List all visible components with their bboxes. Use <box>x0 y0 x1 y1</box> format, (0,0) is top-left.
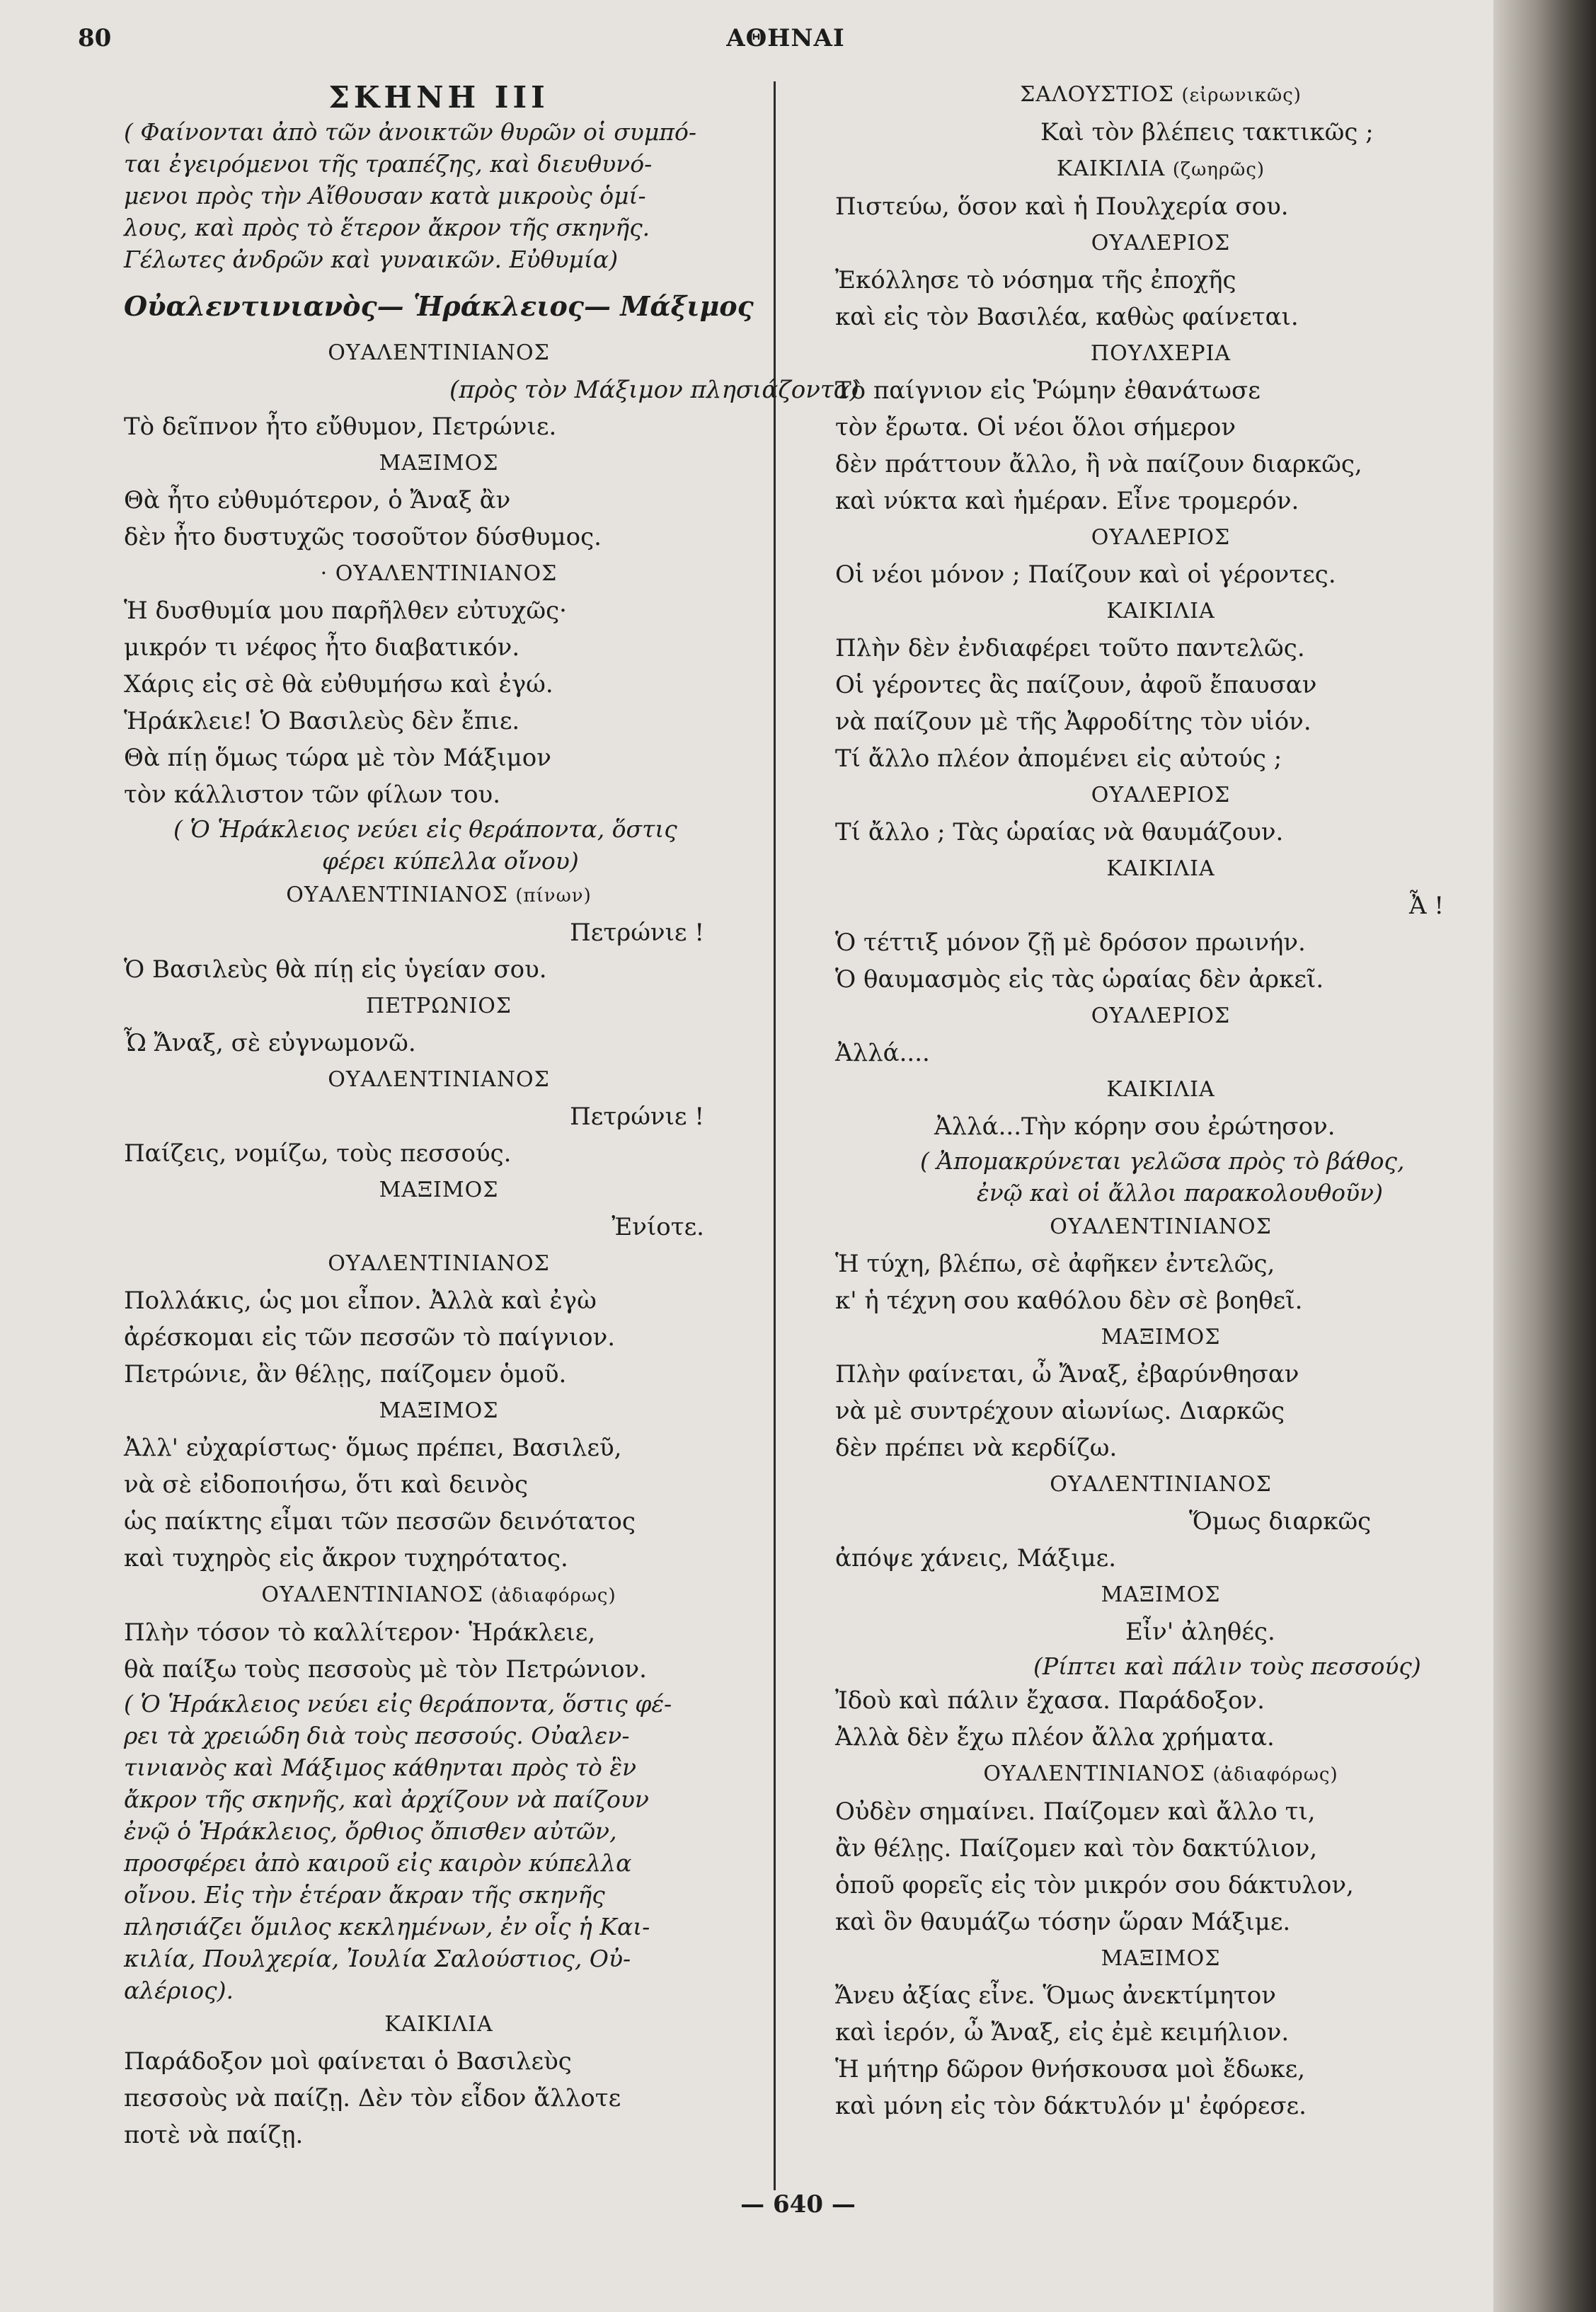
speaker-tag: (εἰρωνικῶς) <box>1181 85 1302 106</box>
stage-direction-line: προσφέρει ἀπὸ καιροῦ εἰς καιρὸν κύπελλα <box>124 1849 632 1877</box>
verse-line: ὁποῦ φορεῖς εἰς τὸν μικρόν σου δάκτυλον, <box>835 1871 1354 1899</box>
verse-line: Καὶ τὸν βλέπεις τακτικῶς ; <box>1040 118 1374 146</box>
verse-line: Πολλάκις, ὡς μοι εἶπον. Ἀλλὰ καὶ ἐγὼ <box>124 1287 597 1315</box>
verse-line: καὶ εἰς τὸν Βασιλέα, καθὼς φαίνεται. <box>835 303 1299 331</box>
stage-direction-block <box>124 1688 754 2006</box>
verse-line: μικρόν τι νέφος ἦτο διαβατικόν. <box>124 633 520 662</box>
verse-line: καὶ ἱερόν, ὦ Ἄναξ, εἰς ἐμὲ κειμήλιον. <box>835 2018 1290 2047</box>
verse-line: Εἶν' ἀληθές. <box>1125 1618 1275 1646</box>
verse-line: ἀπόψε χάνεις, Μάξιμε. <box>835 1544 1117 1572</box>
verse-line: νὰ μὲ συντρέχουν αἰωνίως. Διαρκῶς <box>835 1397 1285 1425</box>
stage-direction-line: οἴνου. Εἰς τὴν ἑτέραν ἄκραν τῆς σκηνῆς <box>124 1881 605 1909</box>
speaker-name: ΠΕΤΡΩΝΙΟΣ <box>365 994 512 1018</box>
verse-line: καὶ μόνη εἰς τὸν δάκτυλόν μ' ἐφόρεσε. <box>835 2092 1307 2120</box>
speaker-name: ΚΑΙΚΙΛΙΑ <box>1106 856 1215 881</box>
speaker-tag: (ἀδιαφόρως) <box>1212 1764 1338 1785</box>
speaker-name: ΟΥΑΛΕΡΙΟΣ <box>1091 231 1231 255</box>
stage-direction: (πρὸς τὸν Μάξιμον πλησιάζοντα) <box>449 376 859 404</box>
verse-line: Παράδοξον μοὶ φαίνεται ὁ Βασιλεὺς <box>124 2047 572 2076</box>
speaker-name: ΟΥΑΛΕΝΤΙΝΙΑΝΟΣ <box>328 340 550 365</box>
stage-direction: (Ρίπτει καὶ πάλιν τοὺς πεσσούς) <box>1033 1652 1421 1680</box>
speaker-name: ΟΥΑΛΕΝΤΙΝΙΑΝΟΣ <box>328 1067 550 1092</box>
verse-line: Ὅμως διαρκῶς <box>1189 1507 1372 1536</box>
stage-direction-line: μενοι πρὸς τὴν Αἴθουσαν κατὰ μικροὺς ὁμί- <box>124 182 646 209</box>
speaker-name: ΟΥΑΛΕΝΤΙΝΙΑΝΟΣ <box>1050 1214 1272 1239</box>
verse-line: θὰ παίξω τοὺς πεσσοὺς μὲ τὸν Πετρώνιον. <box>124 1655 647 1684</box>
stage-direction-line: λους, καὶ πρὸς τὸ ἕτερον ἄκρον τῆς σκηνῆς. <box>124 214 650 241</box>
verse-line: Θὰ πίῃ ὅμως τώρα μὲ τὸν Μάξιμον <box>124 744 551 772</box>
verse-line: Ἡ μήτηρ δῶρον θνήσκουσα μοὶ ἔδωκε, <box>835 2055 1306 2083</box>
verse-line: νὰ παίζουν μὲ τῆς Ἀφροδίτης τὸν υἱόν. <box>835 708 1311 736</box>
page-number: 80 <box>78 24 112 52</box>
speaker-name: ΟΥΑΛΕΝΤΙΝΙΑΝΟΣ (ἀδιαφόρως) <box>983 1761 1338 1786</box>
speaker-name: ΚΑΙΚΙΛΙΑ (ζωηρῶς) <box>1056 156 1265 181</box>
right-column <box>835 76 1486 2124</box>
speaker-name: ΟΥΑΛΕΡΙΟΣ <box>1091 525 1231 550</box>
stage-direction-line: Γέλωτες ἀνδρῶν καὶ γυναικῶν. Εὐθυμία) <box>124 246 619 273</box>
speaker-name: ΚΑΙΚΙΛΙΑ <box>1106 599 1215 623</box>
speaker-name: ΚΑΙΚΙΛΙΑ <box>384 2012 493 2037</box>
verse-line: Ἀλλὰ δὲν ἔχω πλέον ἄλλα χρήματα. <box>835 1723 1275 1752</box>
verse-line: Ὁ τέττιξ μόνον ζῇ μὲ δρόσον πρωινήν. <box>835 928 1306 957</box>
scene-title: ΣΚΗΝΗ ΙΙΙ <box>328 80 549 115</box>
verse-line: Ὦ Ἄναξ, σὲ εὐγνωμονῶ. <box>124 1029 416 1057</box>
verse-line: καὶ ὃν θαυμάζω τόσην ὥραν Μάξιμε. <box>835 1908 1291 1936</box>
verse-line: Ὁ Βασιλεὺς θὰ πίῃ εἰς ὑγείαν σου. <box>124 955 547 984</box>
verse-line: Ἐκόλλησε τὸ νόσημα τῆς ἐποχῆς <box>835 266 1236 294</box>
verse-line: Οὐδὲν σημαίνει. Παίζομεν καὶ ἄλλο τι, <box>835 1798 1316 1826</box>
stage-direction-line: ( Ὁ Ἡράκλειος νεύει εἰς θεράποντα, ὅστις φέ- <box>124 1690 672 1718</box>
verse-line: Παίζεις, νομίζω, τοὺς πεσσούς. <box>124 1139 512 1168</box>
speaker-tag: (ἀδιαφόρως) <box>490 1585 616 1606</box>
verse-line: Ἡ δυσθυμία μου παρῆλθεν εὐτυχῶς· <box>124 597 567 625</box>
page-header <box>78 24 1493 67</box>
verse-line: δὲν ἦτο δυστυχῶς τοσοῦτον δύσθυμος. <box>124 523 602 551</box>
stage-direction-line: ἐνῷ ὁ Ἡράκλειος, ὄρθιος ὄπισθεν αὐτῶν, <box>124 1817 617 1845</box>
speaker-name: ΟΥΑΛΕΝΤΙΝΙΑΝΟΣ <box>328 1251 550 1276</box>
verse-line: Πλὴν δὲν ἐνδιαφέρει τοῦτο παντελῶς. <box>835 634 1305 662</box>
stage-direction-line: αλέριος). <box>124 1977 234 2004</box>
speaker-name: ΜΑΞΙΜΟΣ <box>1101 1325 1221 1350</box>
stage-direction: ( Ἀπομακρύνεται γελῶσα πρὸς τὸ βάθος, <box>920 1147 1405 1175</box>
verse-line: Ἄνευ ἀξίας εἶνε. Ὅμως ἀνεκτίμητον <box>835 1982 1276 2010</box>
speaker-name: ΜΑΞΙΜΟΣ <box>379 1178 499 1202</box>
verse-line: δὲν πρέπει νὰ κερδίζω. <box>835 1434 1118 1462</box>
cast-list: Οὐαλεντινιανὸς— Ἡράκλειος— Μάξιμος <box>124 290 754 322</box>
stage-direction-line: ἄκρον τῆς σκηνῆς, καὶ ἀρχίζουν νὰ παίζουν <box>124 1785 649 1813</box>
verse-line: Ὁ θαυμασμὸς εἰς τὰς ὡραίας δὲν ἀρκεῖ. <box>835 965 1324 994</box>
speaker-tag: (πίνων) <box>515 885 592 907</box>
stage-direction-line: πλησιάζει ὅμιλος κεκλημένων, ἐν οἷς ἡ Και- <box>124 1913 650 1940</box>
verse-line: ἂν θέλῃς. Παίζομεν καὶ τὸν δακτύλιον, <box>835 1834 1318 1863</box>
left-column <box>124 76 859 2153</box>
verse-line: δὲν πράττουν ἄλλο, ἢ νὰ παίζουν διαρκῶς, <box>835 450 1362 478</box>
verse-line: Τί ἄλλο πλέον ἀπομένει εἰς αὐτούς ; <box>835 744 1282 773</box>
speaker-tag: (ζωηρῶς) <box>1172 159 1265 180</box>
verse-line: Πλὴν φαίνεται, ὦ Ἄναξ, ἐβαρύνθησαν <box>835 1360 1299 1388</box>
verse-line: Ἡ τύχη, βλέπω, σὲ ἀφῆκεν ἐντελῶς, <box>835 1250 1275 1278</box>
page-edge-shadow <box>1493 0 1596 2312</box>
verse-line: Πετρώνιε, ἂν θέλῃς, παίζομεν ὁμοῦ. <box>124 1360 567 1388</box>
verse-line: Πετρώνιε ! <box>570 919 704 947</box>
speaker-name: ΜΑΞΙΜΟΣ <box>1101 1582 1221 1607</box>
verse-line: ποτὲ νὰ παίζῃ. <box>124 2121 304 2149</box>
verse-line: Οἱ γέροντες ἂς παίζουν, ἀφοῦ ἔπαυσαν <box>835 671 1317 699</box>
verse-line: Τί ἄλλο ; Τὰς ὡραίας νὰ θαυμάζουν. <box>835 818 1284 846</box>
verse-line: Τὸ παίγνιον εἰς Ῥώμην ἐθανάτωσε <box>835 376 1261 405</box>
speaker-name: ΜΑΞΙΜΟΣ <box>1101 1946 1221 1971</box>
verse-line: Ἰδοὺ καὶ πάλιν ἔχασα. Παράδοξον. <box>835 1686 1265 1715</box>
stage-direction: ( Ὁ Ἡράκλειος νεύει εἰς θεράποντα, ὅστις <box>173 815 677 843</box>
verse-line: Πλὴν τόσον τὸ καλλίτερον· Ἡράκλειε, <box>124 1618 596 1647</box>
verse-line: Ἀλλ' εὐχαρίστως· ὅμως πρέπει, Βασιλεῦ, <box>124 1434 622 1462</box>
stage-direction: ἐνῷ καὶ οἱ ἄλλοι παρακολουθοῦν) <box>977 1179 1383 1207</box>
speaker-name: ΟΥΑΛΕΝΤΙΝΙΑΝΟΣ <box>1050 1472 1272 1497</box>
speaker-name: ΟΥΑΛΕΡΙΟΣ <box>1091 783 1231 807</box>
speaker-name: ΚΑΙΚΙΛΙΑ <box>1106 1077 1215 1102</box>
speaker-name: ΟΥΑΛΕΝΤΙΝΙΑΝΟΣ (ἀδιαφόρως) <box>261 1582 616 1607</box>
verse-line: κ' ἡ τέχνη σου καθόλου δὲν σὲ βοηθεῖ. <box>835 1287 1303 1315</box>
running-head: ΑΘΗΝΑΙ <box>726 24 845 52</box>
verse-line: Ἡράκλειε! Ὁ Βασιλεὺς δὲν ἔπιε. <box>124 707 520 735</box>
verse-line: καὶ τυχηρὸς εἰς ἄκρον τυχηρότατος. <box>124 1544 568 1572</box>
speaker-name: ΜΑΞΙΜΟΣ <box>379 451 499 476</box>
speaker-name: · ΟΥΑΛΕΝΤΙΝΙΑΝΟΣ <box>320 561 558 586</box>
verse-line: Ἆ ! <box>1408 892 1444 920</box>
page-folio: — 640 — <box>740 2190 856 2219</box>
verse-line: Χάρις εἰς σὲ θὰ εὐθυμήσω καὶ ἐγώ. <box>124 670 553 698</box>
verse-line: Τὸ δεῖπνον ἦτο εὔθυμον, Πετρώνιε. <box>124 413 557 441</box>
verse-line: πεσσοὺς νὰ παίζῃ. Δὲν τὸν εἶδον ἄλλοτε <box>124 2084 621 2112</box>
verse-line: ὡς παίκτης εἶμαι τῶν πεσσῶν δεινότατος <box>124 1507 636 1536</box>
stage-direction-line: τινιανὸς καὶ Μάξιμος κάθηνται πρὸς τὸ ἓν <box>124 1754 637 1781</box>
verse-line: Οἱ νέοι μόνον ; Παίζουν καὶ οἱ γέροντες. <box>835 560 1336 589</box>
verse-line: τὸν κάλλιστον τῶν φίλων του. <box>124 781 501 809</box>
speaker-name: ΟΥΑΛΕΡΙΟΣ <box>1091 1003 1231 1028</box>
verse-line: Θὰ ἦτο εὐθυμότερον, ὁ Ἄναξ ἂν <box>124 486 511 514</box>
verse-line: ἀρέσκομαι εἰς τῶν πεσσῶν τὸ παίγνιον. <box>124 1323 616 1352</box>
verse-line: Πιστεύω, ὅσον καὶ ἡ Πουλχερία σου. <box>835 192 1289 221</box>
verse-line: Ἀλλά...Τὴν κόρην σου ἐρώτησον. <box>934 1112 1336 1141</box>
speaker-name: ΠΟΥΛΧΕΡΙΑ <box>1090 341 1232 366</box>
verse-line: καὶ νύκτα καὶ ἡμέραν. Εἶνε τρομερόν. <box>835 487 1299 515</box>
stage-direction: φέρει κύπελλα οἴνου) <box>322 847 579 875</box>
speaker-name: ΣΑΛΟΥΣΤΙΟΣ (εἰρωνικῶς) <box>1020 82 1302 107</box>
verse-line: Πετρώνιε ! <box>570 1103 704 1131</box>
stage-direction-line: ται ἐγειρόμενοι τῆς τραπέζης, καὶ διευθυνό- <box>124 150 653 178</box>
stage-direction-line: κιλία, Πουλχερία, Ἰουλία Σαλούστιος, Οὐ- <box>124 1945 631 1972</box>
verse-line: νὰ σὲ εἰδοποιήσω, ὅτι καὶ δεινὸς <box>124 1471 529 1499</box>
stage-direction-line: ρει τὰ χρειώδη διὰ τοὺς πεσσούς. Οὐαλεν- <box>124 1722 630 1749</box>
opening-stage-direction <box>124 116 754 275</box>
speaker-name: ΜΑΞΙΜΟΣ <box>379 1398 499 1423</box>
speaker-name: ΟΥΑΛΕΝΤΙΝΙΑΝΟΣ (πίνων) <box>286 882 592 907</box>
verse-line: Ἐνίοτε. <box>612 1213 704 1241</box>
verse-line: τὸν ἔρωτα. Οἱ νέοι ὅλοι σήμερον <box>835 413 1236 442</box>
verse-line: Ἀλλά.... <box>835 1039 930 1067</box>
stage-direction-line: ( Φαίνονται ἀπὸ τῶν ἀνοικτῶν θυρῶν οἱ συμπό- <box>124 118 696 146</box>
